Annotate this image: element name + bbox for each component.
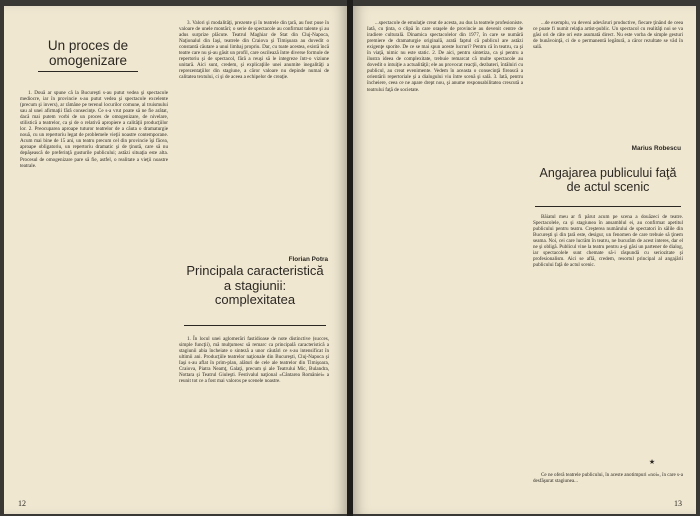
left-box-rule xyxy=(184,325,326,326)
left-page xyxy=(4,6,347,514)
right-col2-tail-text: Ce ne oferă teatrele publicului, în aceste anotimpuri «noi», în care s-a desfăşurat stagiunea... xyxy=(533,472,683,485)
left-column-2 xyxy=(179,20,329,170)
left-article-title: Un proces de omogenizare xyxy=(47,38,129,69)
section-separator-star-icon: ★ xyxy=(648,458,656,466)
left-column-1 xyxy=(20,90,168,490)
right-box-title: Angajarea publicului faţă de actul scenic xyxy=(539,166,677,194)
right-column-2-lower xyxy=(533,214,683,514)
right-page xyxy=(353,6,696,514)
left-col2-text: 3. Valori şi modalităţi, prezente şi în teatrele din ţară, au fost puse în valoare de unele montări; o serie de spectacole au confirmat talente şi au adus surprize plăcute. Teatrul Maghiar de Stat din Cluj-Napoca, Naţionalul din Iaşi, teatrele din Craiova şi Timişoara au dovedit o constantă căutare a unui limbaj propriu. Dar, cu toate acestea, există încă teatre care nu şi-au găsit un profil, care oscilează între diverse formule de repertoriu şi de spectacol, fără a reuşi să le integreze într-o viziune unitară. Aici sunt, credem, şi explicaţiile unei anumite inegalităţi a reprezentaţiilor din stagiune, a căror valoare nu depinde numai de calitatea textului, ci şi de aceea a echipelor de creaţie. xyxy=(179,20,329,81)
right-column-1 xyxy=(367,20,523,498)
right-page-number: 13 xyxy=(674,499,682,508)
right-col2-lower-text: Băiatul meu ar fi părut acum pe scena a douăzeci de teatre. Spectacolele, ca şi stagiunea în ansamblul ei, au confirmat apetitul publicului pentru teatru. Creşterea numărului de spectatori în sălile din Bucureşti şi din ţară este, desigur, un fenomen de care trebuie să ţinem seama. Noi, cei care lucrăm în teatru, ne bucurăm de acest interes, dar el ne şi obligă. Publicul vine la teatru pentru a-şi găsi un partener de dialog, iar spectacolele sunt chemate să-i răspundă cu seriozitate şi profesionalism. Aici se află, credem, resortul principal al angajării publicului faţă de actul scenic. xyxy=(533,214,683,269)
left-signature: Florian Potra xyxy=(288,256,328,263)
right-column-2 xyxy=(533,20,683,120)
left-column-2-lower xyxy=(179,336,329,501)
right-column-2-tail xyxy=(533,472,683,496)
left-title-rule xyxy=(38,71,138,72)
right-col1-text: ...spectacole de emulaţie creat de acesta, au dus la teatrele profesioniste. Iată, cu ţinta, o clipă în care oraşele de provincie au devenit centre de iradiere culturală. Dinamica spectacolelor din 1977, în care se numără premiere de dramaturgie originală, arată faptul că publicul are astăzi exigenţe sporite. De ce se mai spun aceste lucruri? Pentru că în teatru, ca şi în viaţă, nimic nu este static. 2. De aici, pentru sintetiza, ca şi pentru a ilustra ideea de complexitate, trebuie remarcat că multe spectacole au dovedit o intuiţie a actualităţii; ele au provocat reacţii, dezbateri, întâlniri cu publicul, au creat evenimente. Vedem în aceasta o consecinţă firească a orientării repertoriale şi a dialogului viu între scenă şi sală. 3. Iată, pentru încheiere, ceea ce ne apare drept nou, şi anume responsabilitatea crescută a teatrului faţă de societate. xyxy=(367,20,523,93)
right-signature: Marius Robescu xyxy=(631,145,681,152)
right-box-rule xyxy=(535,206,681,207)
right-col2-text: ...de exemplu, va deveni adevăruri productive, fiecare ţinând de ceea ce poate fi numit relaţia artist-public. Un spectacol cu realităţi noi se va găsi ori de câte ori este asumată direct. Nu este vorba de simple gesturi de bunăvoinţă, ci de o permanentă legătură, a căror rezultate se văd în sală. xyxy=(533,20,683,51)
left-col2-lower-text: 1. În locul unei aglomerări fastidioase de note distinctive (succes, simple funcţii), mă mulţumesc să remarc ca principală caracteristică a stagiunii abia încheiate o sinteză a unor căutări ce s-au intensificat în ultimii ani. Producţiile teatrelor naţionale din Bucureşti, Cluj-Napoca şi Iaşi s-au aflat în prim-plan, alături de cele ale teatrelor din Timişoara, Craiova, Piatra Neamţ, Galaţi, precum şi ale Teatrului Mic, Bulandra, Nottara şi Teatrul Giuleşti. Festivalul naţional «Cântarea României» a reunit tot ce a fost mai valoros pe scenele noastre. xyxy=(179,336,329,385)
left-col1-text: 1. Două ar spune că la Bucureşti s-au putut vedea şi spectacole mediocre, iar în provincie s-au putut vedea şi spectacole excelente (precum şi invers), ar rămâne pe terenul locurilor comune, al truismului sau al unei afirmaţii fără consecinţe. Ce s-a vrut poate să ne fie arătat, dacă mai putem vorbi de un proces de omogenizare, de nivelare, stilistică a teatrelor, ca şi de o relativă apropiere a calităţii producţiilor lor. 2. Preocuparea aproape tuturor teatrelor de a căuta o dramaturgie nouă, cu un repertoriu legat de problemele vieţii noastre contemporane. Acum mai bine de 15 ani, un teatru precum cel din provincie îşi făcea, aproape obligatoriu, un repertoriu dramatic şi de ţinută, care să nu depăşească de preferinţă gusturile publicului; astăzi situaţia este alta. Procesul de omogenizare pare să fie, astfel, o realitate a vieţii noastre teatrale. xyxy=(20,90,168,169)
left-box-title: Principala caracteristică a stagiunii: complexitatea xyxy=(186,263,324,308)
left-page-number: 12 xyxy=(18,499,26,508)
